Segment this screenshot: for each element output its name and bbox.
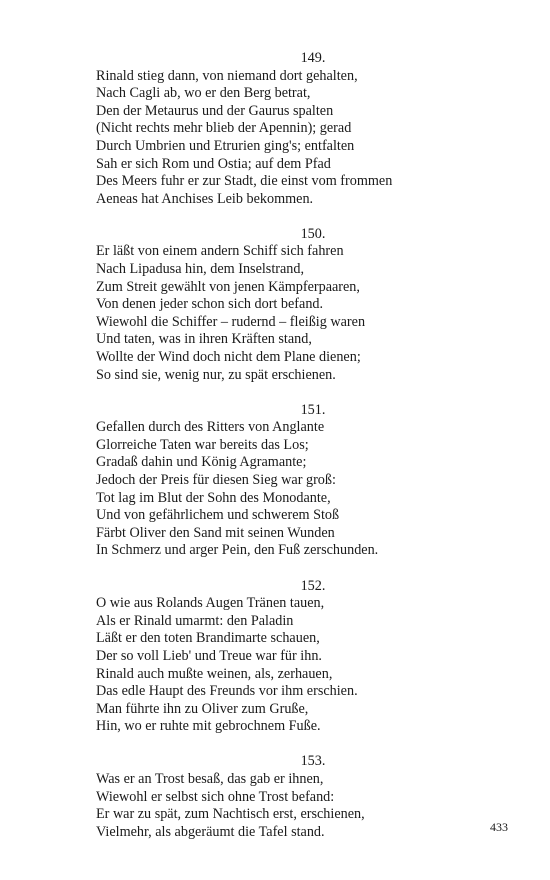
verse-line: Zum Streit gewählt von jenen Kämpferpaaren, xyxy=(96,278,360,295)
verse-line: Rinald stieg dann, von niemand dort gehalten, xyxy=(96,67,358,84)
page-number: 433 xyxy=(490,820,508,834)
stanza-number: 151. xyxy=(300,401,326,418)
verse-line: Er läßt von einem andern Schiff sich fahren xyxy=(96,243,344,260)
verse-line: Nach Cagli ab, wo er den Berg betrat, xyxy=(96,85,311,102)
verse-line: In Schmerz und arger Pein, den Fuß zerschunden. xyxy=(96,542,379,559)
verse-line: Nach Lipadusa hin, dem Inselstrand, xyxy=(96,261,305,278)
stanza-number: 149. xyxy=(300,50,326,66)
verse-line: Vielmehr, als abgeräumt die Tafel stand. xyxy=(96,823,325,840)
stanza-151 xyxy=(96,402,516,560)
verse-line: Was er an Trost besaß, das gab er ihnen, xyxy=(96,770,324,787)
stanza-150 xyxy=(96,226,516,384)
verse-line: Wiewohl die Schiffer – rudernd – fleißig waren xyxy=(96,313,366,330)
verse-line: Wollte der Wind doch nicht dem Plane dienen; xyxy=(96,349,361,365)
verse-line: So sind sie, wenig nur, zu spät erschienen. xyxy=(96,366,336,383)
verse-line: Und taten, was in ihren Kräften stand, xyxy=(96,331,312,348)
verse-line: Hin, wo er ruhte mit gebrochnem Fuße. xyxy=(96,718,321,735)
verse-line: O wie aus Rolands Augen Tränen tauen, xyxy=(96,595,325,612)
stanza-152 xyxy=(96,578,516,736)
stanza-number: 152. xyxy=(300,577,326,594)
verse-line: Läßt er den toten Brandimarte schauen, xyxy=(96,630,320,647)
verse-line: Des Meers fuhr er zur Stadt, die einst vom frommen xyxy=(96,173,393,190)
poem-text xyxy=(96,50,516,859)
verse-line: Von denen jeder schon sich dort befand. xyxy=(96,296,324,313)
verse-line: Der so voll Lieb' und Treue war für ihn. xyxy=(96,647,322,664)
verse-line: Jedoch der Preis für diesen Sieg war groß: xyxy=(96,472,336,489)
stanza-149 xyxy=(96,50,516,208)
verse-line: Er war zu spät, zum Nachtisch erst, erschienen, xyxy=(96,806,365,823)
verse-line: Tot lag im Blut der Sohn des Monodante, xyxy=(96,489,331,506)
verse-line: (Nicht rechts mehr blieb der Apennin); gerad xyxy=(96,120,352,137)
stanza-number: 153. xyxy=(300,753,326,770)
verse-line: Das edle Haupt des Freunds vor ihm erschien. xyxy=(96,683,358,700)
verse-line: Gradaß dahin und König Agramante; xyxy=(96,454,307,471)
verse-line: Glorreiche Taten war bereits das Los; xyxy=(96,436,309,453)
verse-line: Man führte ihn zu Oliver zum Gruße, xyxy=(96,700,309,717)
verse-line: Durch Umbrien und Etrurien ging's; entfalten xyxy=(96,137,355,154)
verse-line: Wiewohl er selbst sich ohne Trost befand: xyxy=(96,788,335,805)
stanza-153 xyxy=(96,753,516,841)
stanza-number: 150. xyxy=(300,225,326,242)
verse-line: Und von gefährlichem und schwerem Stoß xyxy=(96,507,340,524)
verse-line: Gefallen durch des Ritters von Anglante xyxy=(96,419,325,436)
verse-line: Sah er sich Rom und Ostia; auf dem Pfad xyxy=(96,155,331,172)
verse-line: Den der Metaurus und der Gaurus spalten xyxy=(96,102,334,119)
verse-line: Färbt Oliver den Sand mit seinen Wunden xyxy=(96,524,335,541)
verse-line: Rinald auch mußte weinen, als, zerhauen, xyxy=(96,665,333,682)
verse-line: Als er Rinald umarmt: den Paladin xyxy=(96,612,294,629)
verse-line: Aeneas hat Anchises Leib bekommen. xyxy=(96,190,314,207)
